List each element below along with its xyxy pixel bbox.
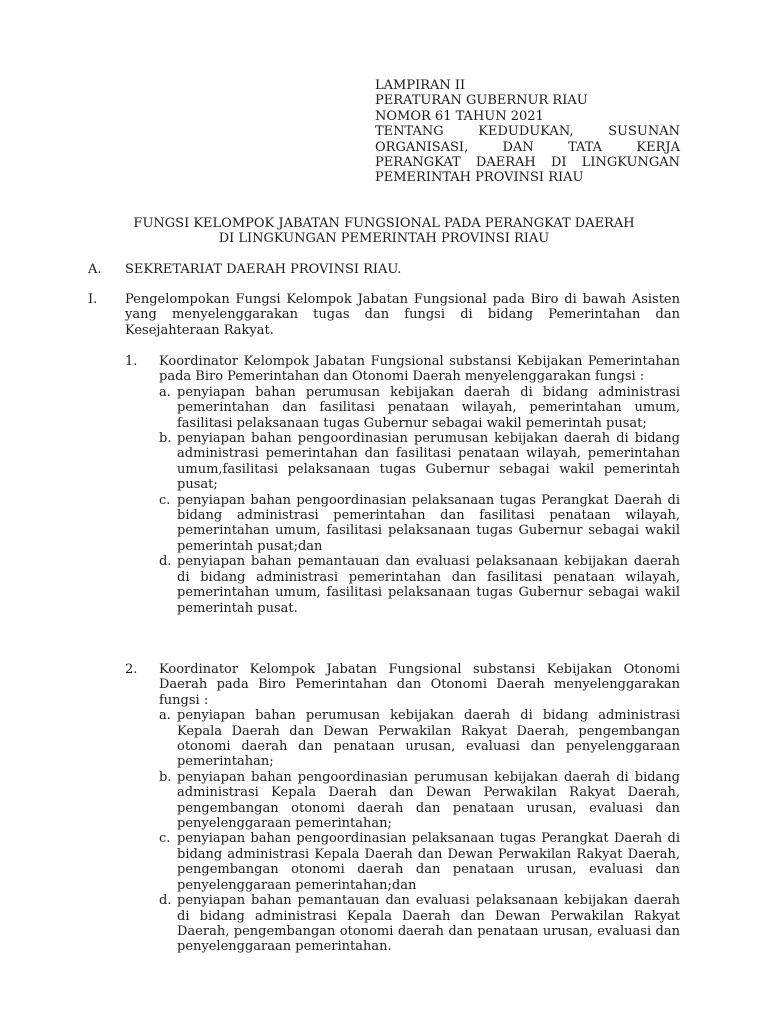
sub-item-text: penyiapan bahan perumusan kebijakan daerah di bidang administrasi Kepala Daerah dan Dewan Perwakilan Rakyat Daerah, pengembangan otonomi daerah dan penataan urusan, evaluasi dan penyelenggaraan pemerintahan; (177, 708, 680, 770)
sub-item-text: penyiapan bahan pengoordinasian perumusan kebijakan daerah di bidang administrasi pemerintahan dan fasilitasi penataan wilayah, pemerintahan umum,fasilitasi pelaksanaan tugas Gubernur sebagai wakil pemerintah pusat; (177, 431, 680, 493)
sub-item-label: a. (159, 384, 171, 400)
section-a-heading: SEKRETARIAT DAERAH PROVINSI RIAU. (125, 262, 402, 277)
section-a-label: A. (88, 262, 102, 277)
section-i (88, 292, 680, 338)
sub-item (159, 770, 680, 832)
sub-item-label: c. (159, 492, 171, 508)
sub-item-label: d. (159, 554, 172, 570)
item-intro: Koordinator Kelompok Jabatan Fungsional substansi Kebijakan Pemerintahan pada Biro Pemerintahan dan Otonomi Daerah menyelenggarakan fungsi : (159, 354, 680, 385)
title-line-2: DI LINGKUNGAN PEMERINTAH PROVINSI RIAU (218, 231, 550, 247)
attachment-line: PERANGKAT DAERAH DI LINGKUNGAN (375, 155, 680, 171)
sub-item-text: penyiapan bahan pengoordinasian pelaksanaan tugas Perangkat Daerah di bidang administrasi pemerintahan dan fasilitasi penataan wilayah, pemerintahan umum, fasilitasi pelaksanaan tugas Gubernur sebagai wakil pemerintah pusat;dan (177, 492, 680, 554)
sub-item (159, 493, 680, 555)
sub-item-label: d. (159, 893, 172, 909)
attachment-line: LAMPIRAN II (375, 78, 466, 93)
section-i-paragraph: Pengelompokan Fungsi Kelompok Jabatan Fungsional pada Biro di bawah Asisten yang menyelenggarakan tugas dan fungsi di bidang Pemerintahan dan Kesejahteraan Rakyat. (125, 292, 680, 338)
sub-item-label: a. (159, 708, 171, 724)
sub-item-text: penyiapan bahan pemantauan dan evaluasi pelaksanaan kebijakan daerah di bidang administrasi pemerintahan dan fasilitasi penataan wilayah, pemerintahan umum, fasilitasi pelaksanaan tugas Gubernur sebagai wakil pemerintah pusat. (177, 554, 680, 616)
sub-item (159, 893, 680, 955)
sub-item (159, 385, 680, 431)
sub-item-label: b. (159, 431, 172, 447)
list-item-2 (125, 662, 680, 955)
sub-item (159, 431, 680, 493)
item-number: 1. (125, 354, 138, 369)
sub-item-text: penyiapan bahan pengoordinasian pelaksanaan tugas Perangkat Daerah di bidang administrasi Kepala Daerah dan Dewan Perwakilan Rakyat Daerah, pengembangan otonomi daerah dan penataan urusan, evaluasi dan penyelenggaraan pemerintahan;dan (177, 831, 680, 893)
attachment-line: PEMERINTAH PROVINSI RIAU (375, 170, 584, 186)
sub-item-label: b. (159, 769, 172, 785)
sub-item (159, 554, 680, 616)
attachment-line: ORGANISASI, DAN TATA KERJA (375, 139, 680, 155)
sub-item-text: penyiapan bahan pengoordinasian perumusan kebijakan daerah di bidang administrasi Kepala Daerah dan Dewan Perwakilan Rakyat Daerah, pengembangan otonomi daerah dan penataan urusan, evaluasi dan penyelenggaraan pemerintahan; (177, 769, 680, 832)
sub-item-text: penyiapan bahan perumusan kebijakan daerah di bidang administrasi pemerintahan dan fasilitasi penataan wilayah, pemerintahan umum, fasilitasi pelaksanaan tugas Gubernur sebagai wakil pemerintah pusat; (177, 384, 680, 431)
sub-item-text: penyiapan bahan pemantauan dan evaluasi pelaksanaan kebijakan daerah di bidang administrasi Kepala Daerah dan Dewan Perwakilan Rakyat Daerah, pengembangan otonomi daerah dan penataan urusan, evaluasi dan penyelenggaraan pemerintahan. (177, 893, 680, 955)
item-number: 2. (125, 662, 138, 677)
attachment-line: TENTANG KEDUDUKAN, SUSUNAN (375, 124, 680, 140)
document-title (88, 216, 680, 247)
sub-item (159, 831, 680, 893)
attachment-header (375, 78, 680, 186)
list-item-1 (125, 354, 680, 616)
sub-item (159, 708, 680, 770)
title-line-1: FUNGSI KELOMPOK JABATAN FUNGSIONAL PADA PERANGKAT DAERAH (133, 216, 635, 231)
attachment-line: PERATURAN GUBERNUR RIAU (375, 93, 588, 109)
sub-item-label: c. (159, 831, 171, 847)
item-intro: Koordinator Kelompok Jabatan Fungsional substansi Kebijakan Otonomi Daerah pada Biro Pemerintahan dan Otonomi Daerah menyelenggarakan fungsi : (159, 662, 680, 708)
attachment-line: NOMOR 61 TAHUN 2021 (375, 108, 544, 124)
section-i-label: I. (88, 292, 98, 307)
